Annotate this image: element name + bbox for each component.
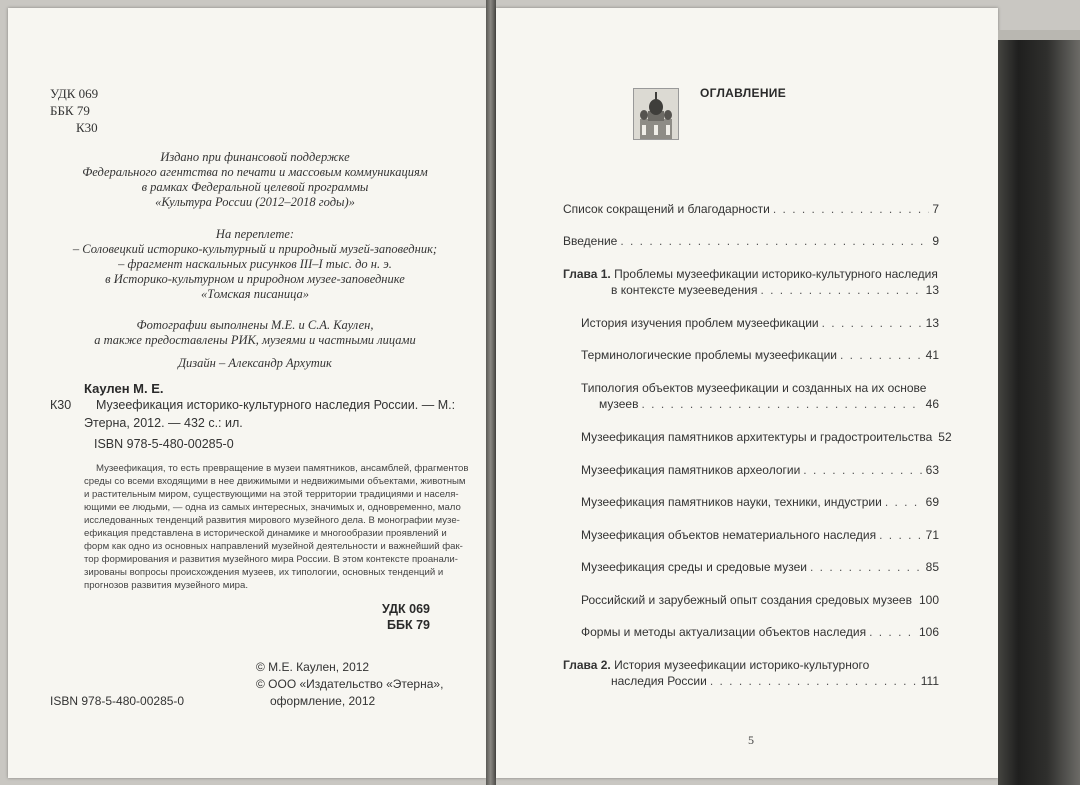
bib-publisher-line: Этерна, 2012. — 432 с.: ил. — [84, 416, 243, 430]
funding-block — [40, 150, 470, 210]
abstract-line: форм как одно из основных направлений музейной деятельности и важнейший фак- — [84, 541, 463, 552]
cover-line: – фрагмент наскальных рисунков III–I тыс. до н. э. — [118, 257, 392, 271]
toc-entry[interactable] — [581, 315, 939, 331]
abstract-line: тор формирования и развития музейного мира России. В этом контексте проанали- — [84, 554, 458, 565]
toc-entry[interactable] — [581, 429, 952, 445]
toc-chapter-entry[interactable] — [563, 266, 939, 298]
toc-entry[interactable] — [563, 201, 939, 217]
toc-entry[interactable] — [581, 527, 939, 543]
funding-line: Федерального агентства по печати и массовым коммуникациям — [82, 165, 428, 179]
toc-chapter-entry[interactable] — [563, 657, 939, 689]
toc-entry-text: Российский и зарубежный опыт создания средовых музеев — [581, 593, 912, 607]
toc-page-number: 106 — [918, 625, 939, 639]
classification-codes — [330, 601, 430, 633]
toc-entry-text: Музеефикация объектов нематериального наследия — [581, 528, 877, 542]
toc-entry-text: История изучения проблем музеефикации — [581, 316, 819, 330]
toc-entry-text: Музеефикация памятников архитектуры и градостроительства — [581, 430, 933, 444]
bib-title-line: Музеефикация историко-культурного наследия России. — М.: — [96, 398, 456, 412]
toc-entry-text: Введение — [563, 234, 618, 248]
abstract-line: Музеефикация, то есть превращение в музеи памятников, ансамблей, фрагментов — [96, 463, 469, 474]
toc-page-number: 9 — [932, 234, 939, 248]
toc-entry-text-cont: наследия России — [611, 674, 707, 688]
toc-entry[interactable] — [581, 624, 939, 640]
photo-line: Фотографии выполнены М.Е. и С.А. Каулен, — [136, 318, 374, 332]
toc-page-number: 69 — [925, 495, 939, 509]
cover-line: в Историко-культурном и природном музее-заповеднике — [105, 272, 405, 286]
toc-entry-text: Музеефикация среды и средовые музеи — [581, 560, 807, 574]
bbk-code: ББК 79 — [50, 103, 90, 118]
bbk-code-bottom: ББК 79 — [387, 618, 430, 632]
cover-line: – Соловецкий историко-культурный и природный музей-заповедник; — [72, 242, 438, 256]
abstract-line: ющими ее людьми, — одна из самых интересных, значимых и, одновременно, мало — [84, 502, 461, 513]
chapter-label: Глава 2. — [563, 658, 611, 672]
toc-entry[interactable] — [563, 233, 939, 249]
photo-credits-block — [40, 318, 470, 348]
cover-line: «Томская писаница» — [200, 287, 310, 301]
abstract-line: среды со всеми входящими в нее движимыми и недвижимыми объектами, животным — [84, 476, 466, 487]
toc-page-number: 85 — [925, 560, 939, 574]
toc-entry-text: История музеефикации историко-культурного — [614, 658, 870, 672]
toc-entry[interactable] — [581, 462, 939, 478]
design-line: Дизайн – Александр Архутик — [178, 356, 332, 370]
toc-page-number: 46 — [925, 397, 939, 411]
toc-entry-text: Музеефикация памятников науки, техники, индустрии — [581, 495, 882, 509]
author-mark-code: К30 — [76, 120, 98, 135]
toc-entry-text: Типология объектов музеефикации и созданных на их основе — [581, 381, 927, 395]
copyright-line: © М.Е. Каулен, 2012 — [256, 660, 370, 674]
funding-line: Издано при финансовой поддержке — [160, 150, 350, 164]
toc-page-number: 52 — [938, 430, 952, 444]
design-credit — [40, 356, 470, 371]
toc-entry-text: Список сокращений и благодарности — [563, 202, 770, 216]
toc-entry-text-cont: музеев — [599, 397, 639, 411]
toc-entry-text-cont: в контексте музееведения — [611, 283, 758, 297]
toc-entry-text: Терминологические проблемы музеефикации — [581, 348, 837, 362]
toc-page-number: 41 — [925, 348, 939, 362]
cover-credits-block — [40, 227, 470, 302]
abstract-line: прогнозов развития музейного мира. — [84, 580, 249, 591]
toc-page-number: 63 — [925, 463, 939, 477]
book-spine — [486, 0, 496, 785]
toc-page-number: 13 — [925, 316, 939, 330]
toc-page-number: 13 — [925, 283, 939, 297]
udk-code-bottom: УДК 069 — [381, 602, 430, 616]
isbn-line: ISBN 978-5-480-00285-0 — [94, 437, 234, 451]
church-icon — [633, 88, 679, 140]
funding-line: в рамках Федеральной целевой программы — [141, 180, 369, 194]
toc-entry-text: Музеефикация памятников археологии — [581, 463, 801, 477]
page-number: 5 — [748, 733, 754, 747]
toc-page-number: 100 — [918, 593, 939, 607]
abstract-line: зированы вопросы происхождения музеев, их типологии, основных тенденций и — [84, 567, 444, 578]
toc-entry-text: Проблемы музеефикации историко-культурного наследия — [614, 267, 938, 281]
book-edge — [998, 40, 1080, 785]
toc-page-number: 7 — [932, 202, 939, 216]
toc-title: ОГЛАВЛЕНИЕ — [700, 86, 787, 100]
toc-entry[interactable] — [581, 494, 939, 510]
author-mark: К30 — [50, 398, 72, 412]
funding-line: «Культура России (2012–2018 годы)» — [155, 195, 355, 209]
abstract-paragraph — [84, 462, 469, 592]
chapter-label: Глава 1. — [563, 267, 611, 281]
toc-entry-text: Формы и методы актуализации объектов наследия — [581, 625, 867, 639]
cover-line: На переплете: — [215, 227, 295, 241]
isbn-bottom: ISBN 978-5-480-00285-0 — [50, 694, 185, 708]
abstract-line: и растительным миром, существующими на этой территории традициями и населя- — [84, 489, 459, 500]
toc-entry[interactable] — [581, 592, 939, 608]
toc-entry[interactable] — [581, 559, 939, 575]
photo-line: а также предоставлены РИК, музеями и частными лицами — [94, 333, 416, 347]
toc-page-number: 111 — [920, 674, 939, 688]
copyright-line: © ООО «Издательство «Этерна», — [256, 677, 444, 691]
toc-page-number: 71 — [925, 528, 939, 542]
toc-entry[interactable] — [581, 380, 939, 412]
author-name: Каулен М. Е. — [84, 381, 164, 396]
toc-entry[interactable] — [581, 347, 939, 363]
copyright-block — [256, 659, 443, 710]
udk-code: УДК 069 — [50, 86, 99, 101]
abstract-line: исследованных тенденций развития мирового музейного дела. В монографии музе- — [84, 515, 460, 526]
abstract-line: ефикация представлена в исторической динамике и многообразии проявлений и — [84, 528, 447, 539]
copyright-line: оформление, 2012 — [270, 694, 376, 708]
